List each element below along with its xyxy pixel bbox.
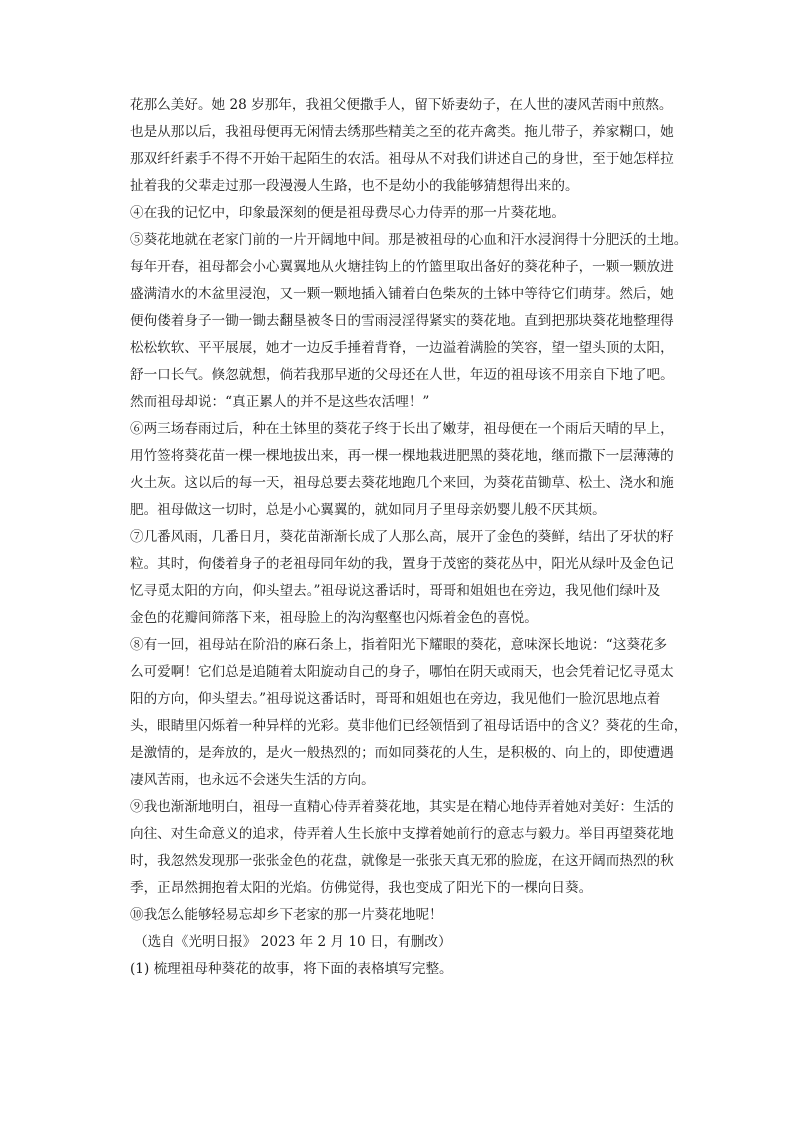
text-line: 那双纤纤素手不得不开始干起陌生的农活。祖母从不对我们讲述自己的身世，至于她怎样拉 [130, 151, 674, 167]
text-line: 粒。其时，佝偻着身子的老祖母同年幼的我，置身于茂密的葵花丛中，阳光从绿叶及金色记 [130, 556, 674, 572]
text-line: 忆寻觅太阳的方向，仰头望去。”祖母说这番话时，哥哥和姐姐也在旁边，我见他们绿叶及 [130, 583, 661, 599]
text-line: 每年开春，祖母都会小心翼翼地从火塘挂钩上的竹篮里取出备好的葵花种子，一颗一颗放进 [130, 259, 674, 275]
text-line: 扯着我的父辈走过那一段漫漫人生路，也不是幼小的我能够猜想得出来的。 [130, 178, 579, 194]
text-line: 金色的花瓣间筛落下来，祖母脸上的沟沟壑壑也闪烁着金色的喜悦。 [130, 610, 538, 626]
text-line: 然而祖母却说：“真正累人的并不是这些农活哩！” [130, 394, 430, 410]
paragraph-7: ⑦几番风雨，几番日月，葵花苗渐渐长成了人那么高，展开了金色的葵鲜，结出了牙状的籽 [130, 529, 674, 545]
paragraph-4: ④在我的记忆中，印象最深刻的便是祖母费尽心力侍弄的那一片葵花地。 [130, 205, 565, 221]
paragraph-9: ⑨我也渐渐地明白，祖母一直精心侍弄着葵花地，其实是在精心地侍弄着她对美好：生活的 [130, 799, 674, 815]
text-line: 便佝偻着身子一锄一锄去翻垦被冬日的雪雨浸淫得紧实的葵花地。直到把那块葵花地整理得 [130, 313, 674, 329]
text-line: 凄风苦雨，也永远不会迷失生活的方向。 [130, 772, 375, 788]
text-line: 么可爱啊！它们总是追随着太阳旋动自己的身子，哪怕在阴天或雨天，也会凭着记忆寻觅太 [130, 664, 674, 680]
paragraph-8: ⑧有一回，祖母站在阶沿的麻石条上，指着阳光下耀眼的葵花，意味深长地说：“这葵花多 [130, 637, 668, 653]
text-line: 季，正昂然拥抱着太阳的光焰。仿佛觉得，我也变成了阳光下的一棵向日葵。 [130, 880, 593, 896]
text-line: 头，眼睛里闪烁着一种异样的光彩。莫非他们已经领悟到了祖母话语中的含义？葵花的生命， [130, 718, 688, 734]
paragraph-6: ⑥两三场春雨过后，种在土钵里的葵花子终于长出了嫩芽，祖母便在一个雨后天晴的早上， [130, 421, 674, 437]
text-line: 火土灰。这以后的每一天，祖母总要去葵花地跑几个来回，为葵花苗锄草、松土、浇水和施 [130, 475, 674, 491]
text-line: 花那么美好。她 28 岁那年，我祖父便撒手人，留下娇妻幼子，在人世的凄风苦雨中煎熬。 [130, 97, 673, 113]
text-line: 向往、对生命意义的追求，侍弄着人生长旅中支撑着她前行的意志与毅力。举目再望葵花地 [130, 826, 674, 842]
text-line: 阳的方向，仰头望去。”祖母说这番话时，哥哥和姐姐也在旁边，我见他们一脸沉思地点着 [130, 691, 661, 707]
source-citation: （选自《光明日报》 2023 年 2 月 10 日，有删改） [134, 934, 452, 950]
text-line: 是激情的，是奔放的，是火一般热烈的；而如同葵花的人生，是积极的、向上的，即使遭遇 [130, 745, 674, 761]
text-line: 盛满清水的木盆里浸泡，又一颗一颗地插入铺着白色柴灰的土钵中等待它们萌芽。然后，她 [130, 286, 674, 302]
paragraph-10: ⑩我怎么能够轻易忘却乡下老家的那一片葵花地呢！ [130, 907, 443, 923]
text-line: 松松软软、平平展展，她才一边反手捶着背脊，一边溢着满脸的笑容，望一望头顶的太阳， [130, 340, 674, 356]
text-line: 用竹签将葵花苗一棵一棵地拔出来，再一棵一棵地栽进肥黑的葵花地，继而撒下一层薄薄的 [130, 448, 674, 464]
text-line: 时，我忽然发现那一张张金色的花盘，就像是一张张天真无邪的脸庞，在这开阔而热烈的秋 [130, 853, 674, 869]
text-line: 舒一口长气。倏忽就想，倘若我那早逝的父母还在人世，年迈的祖母该不用亲自下地了吧。 [130, 367, 674, 383]
text-line: 也是从那以后，我祖母便再无闲情去绣那些精美之至的花卉禽类。拖儿带子，养家糊口，她 [130, 124, 674, 140]
question-1: (1) 梳理祖母种葵花的故事，将下面的表格填写完整。 [130, 961, 453, 977]
text-line: 肥。祖母做这一切时，总是小心翼翼的，就如同月子里母亲奶婴儿般不厌其烦。 [130, 502, 606, 518]
paragraph-5: ⑤葵花地就在老家门前的一片开阔地中间。那是被祖母的心血和汗水浸润得十分肥沃的土地。 [130, 232, 688, 248]
article-body [130, 92, 700, 983]
